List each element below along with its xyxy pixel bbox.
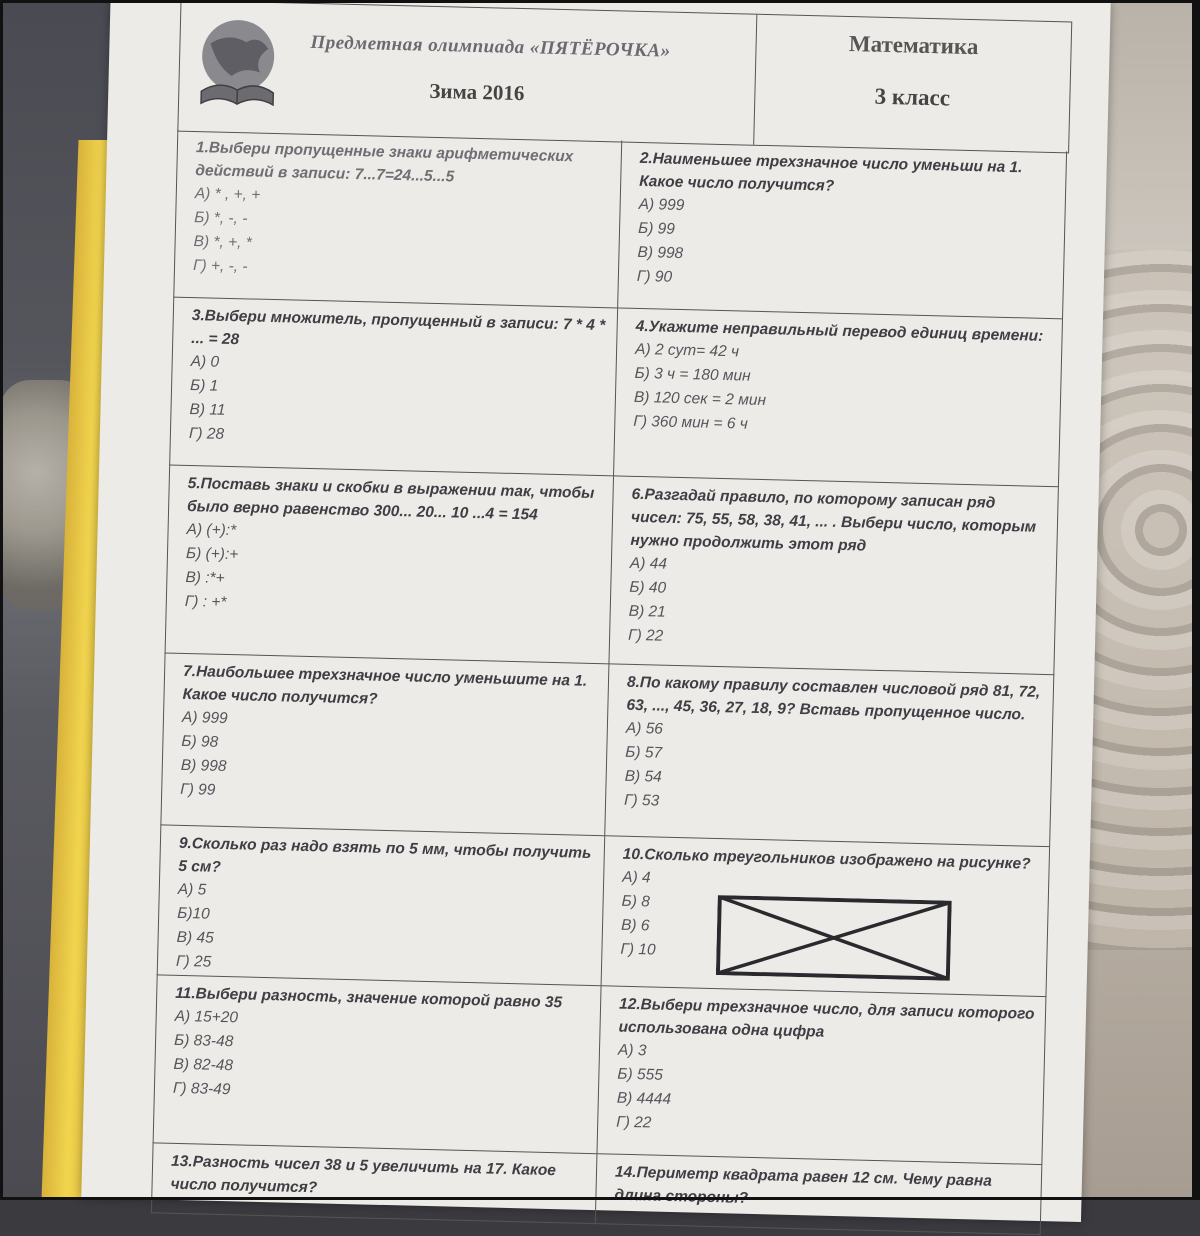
question-text: 2.Наименьшее трехзначное число уменьши на 1. Какое число получится?: [639, 147, 1056, 203]
answer-option: Г) 83-49: [173, 1077, 588, 1111]
question-cell: [153, 975, 602, 1154]
subject-label: Математика: [756, 29, 1071, 63]
answer-option: Г) 53: [624, 789, 1040, 823]
answer-option: А) 15+20: [174, 1005, 589, 1039]
answer-option: В) *, +, *: [193, 230, 608, 264]
olympiad-title: Предметная олимпиада «ПЯТЁРОЧКА»: [310, 32, 671, 63]
answer-option: А) 5: [177, 878, 592, 912]
header-right: [754, 15, 1071, 153]
answer-option: А) 4: [622, 866, 1038, 900]
answer-option: В) 998: [181, 754, 596, 788]
answer-option: Б) 99: [638, 217, 1054, 251]
answer-option: Б) *, -, -: [194, 206, 609, 240]
question-cell: [618, 141, 1067, 320]
question-cell: [605, 664, 1054, 847]
grade-label: 3 класс: [755, 81, 1070, 115]
answer-option: А) 0: [190, 350, 605, 384]
answer-option: А) (+):*: [186, 518, 601, 552]
question-text: 9.Сколько раз надо взять по 5 мм, чтобы получить 5 см?: [178, 832, 594, 888]
question-text: 4.Укажите неправильный перевод единиц времени:: [635, 315, 1051, 348]
question-text: 10.Сколько треугольников изображено на рисунке?: [623, 843, 1039, 876]
answer-option: В) 54: [624, 765, 1040, 799]
answer-option: В) 21: [628, 600, 1044, 634]
answer-option: Б) 40: [629, 576, 1045, 610]
question-text: 14.Периметр квадрата равен 12 см. Чему равна длина стороны?: [614, 1161, 1031, 1217]
question-cell: [602, 836, 1051, 997]
question-cell: [597, 986, 1046, 1165]
question-cell: [596, 1154, 1043, 1235]
answer-option: Г) 99: [180, 778, 595, 812]
worksheet-page: [81, 0, 1111, 1222]
answer-option: Б)10: [177, 902, 592, 936]
answer-option: Г) 22: [616, 1111, 1032, 1145]
answer-option: Г) 90: [637, 265, 1053, 299]
question-cell: [609, 476, 1058, 675]
answer-option: В) 82-48: [173, 1053, 588, 1087]
answer-option: В) 4444: [617, 1087, 1033, 1121]
answer-option: А) 2 сут= 42 ч: [635, 338, 1051, 372]
answer-option: Б) 8: [621, 890, 1037, 924]
answer-option: В) 11: [189, 398, 604, 432]
worksheet-header: [177, 0, 1072, 153]
question-cell: [160, 653, 609, 836]
answer-option: Г) : +*: [185, 590, 600, 624]
question-text: 3.Выбери множитель, пропущенный в записи: 7 * 4 * ... = 28: [191, 304, 607, 360]
answer-option: Б) 555: [617, 1063, 1033, 1097]
season-label: Зима 2016: [429, 79, 525, 106]
answer-option: Г) 10: [620, 938, 1036, 972]
question-text: 12.Выбери трехзначное число, для записи которого использована одна цифра: [618, 993, 1035, 1049]
question-cell: [151, 1143, 598, 1224]
answer-option: Б) (+):+: [186, 542, 601, 576]
answer-option: Б) 3 ч = 180 мин: [634, 362, 1050, 396]
question-cell: [157, 825, 606, 986]
question-text: 1.Выбери пропущенные знаки арифметических действий в записи: 7...7=24...5...5: [195, 136, 611, 192]
question-cell: [614, 308, 1063, 487]
answer-option: А) 3: [618, 1039, 1034, 1073]
answer-option: А) 44: [630, 552, 1046, 586]
answer-option: В) :*+: [185, 566, 600, 600]
answer-option: В) 998: [637, 241, 1053, 275]
question-cell: [165, 466, 614, 665]
answer-option: Г) 25: [176, 950, 591, 984]
question-cell: [169, 298, 618, 477]
question-text: 8.По какому правилу составлен числовой ряд 81, 72, 63, ..., 45, 36, 27, 18, 9? Вставь пропущенное число.: [626, 671, 1043, 727]
answer-option: А) 999: [638, 193, 1054, 227]
answer-option: В) 6: [621, 914, 1037, 948]
header-left: [178, 1, 757, 145]
answer-option: А) 999: [182, 706, 597, 740]
answer-option: Б) 57: [625, 741, 1041, 775]
question-cell: [173, 130, 622, 309]
answer-option: Г) 28: [189, 422, 604, 456]
answer-option: А) 56: [626, 717, 1042, 751]
answer-option: В) 45: [176, 926, 591, 960]
question-text: 6.Разгадай правило, по которому записан ряд чисел: 75, 55, 58, 38, 41, ... . Выбери число, которым нужно продолжить этот ряд: [630, 483, 1048, 562]
answer-option: Б) 1: [190, 374, 605, 408]
question-text: 7.Наибольшее трехзначное число уменьшите на 1. Какое число получится?: [182, 660, 598, 716]
crossed-rectangle-figure: [716, 895, 952, 981]
question-text: 5.Поставь знаки и скобки в выражении так, чтобы было верно равенство 300... 20... 10 ...4 = 154: [187, 472, 603, 528]
answer-option: А) * , +, +: [195, 182, 610, 216]
answer-option: Г) +, -, -: [193, 254, 608, 288]
answer-option: Г) 360 мин = 6 ч: [633, 410, 1049, 444]
answer-option: Г) 22: [628, 624, 1044, 658]
questions-grid: [151, 130, 1067, 1235]
globe-book-logo-icon: [187, 13, 289, 115]
answer-option: В) 120 сек = 2 мин: [634, 386, 1050, 420]
answer-option: Б) 83-48: [174, 1029, 589, 1063]
question-text: 11.Выбери разность, значение которой равно 35: [175, 982, 590, 1015]
answer-option: Б) 98: [181, 730, 596, 764]
question-text: 13.Разность чисел 38 и 5 увеличить на 17. Какое число получится?: [170, 1150, 586, 1206]
